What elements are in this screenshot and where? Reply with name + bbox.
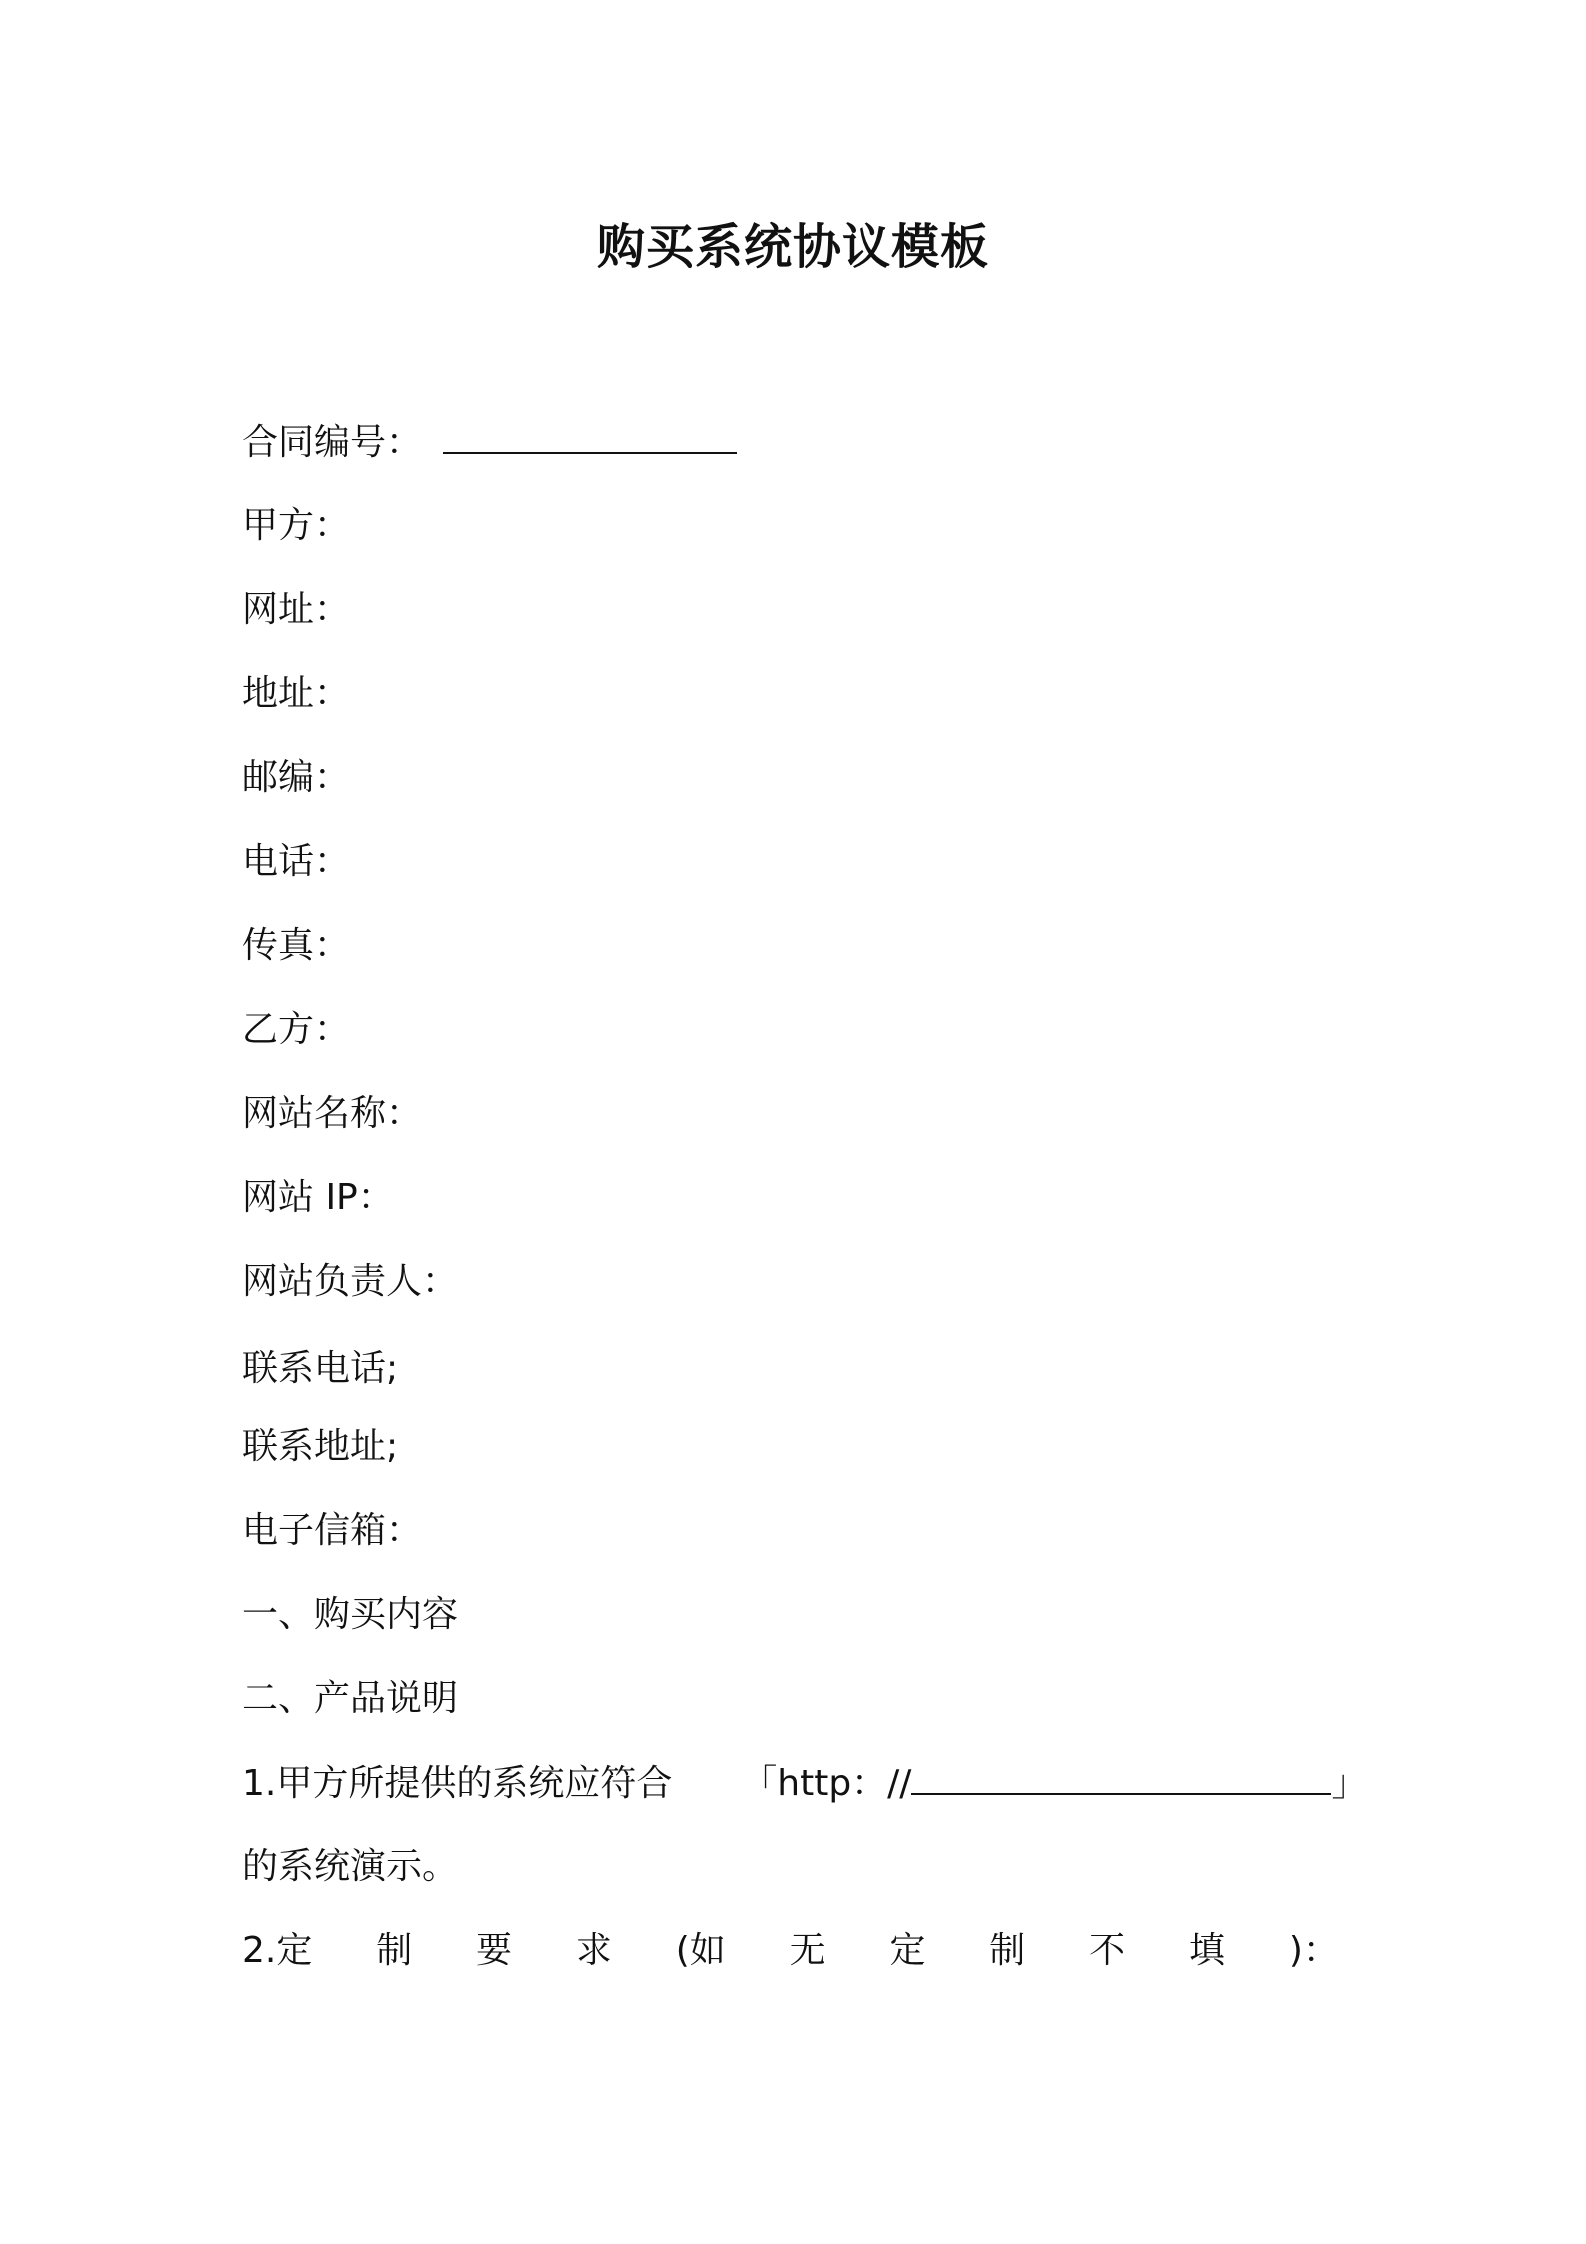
- field-party-b: 乙方：: [242, 1009, 351, 1050]
- field-party-a: 甲方：: [242, 505, 351, 546]
- section-purchase-content: 一、购买内容: [242, 1594, 459, 1635]
- contract-number-label: 合同编号：: [242, 422, 423, 463]
- field-site-name: 网站名称：: [242, 1093, 423, 1134]
- field-site-ip: 网站 IP：: [242, 1177, 394, 1218]
- field-postcode: 邮编：: [242, 757, 351, 798]
- item-2-part: 制: [989, 1930, 1026, 1971]
- item-2-part: 求: [575, 1930, 612, 1971]
- field-site-manager: 网站负责人：: [242, 1261, 459, 1302]
- field-website: 网址：: [242, 589, 351, 630]
- field-phone: 电话：: [242, 841, 351, 882]
- item-2-part: 定: [889, 1930, 926, 1971]
- item-2-part: 填: [1188, 1930, 1225, 1971]
- section-product-description: 二、产品说明: [242, 1678, 459, 1719]
- field-contact-phone: 联系电话;: [242, 1348, 399, 1389]
- field-fax: 传真：: [242, 925, 351, 966]
- item-1-continuation: 的系统演示。: [242, 1846, 459, 1887]
- item-2-part: 要: [476, 1930, 513, 1971]
- contract-number-blank[interactable]: [443, 418, 737, 454]
- contract-number-line: [242, 418, 737, 467]
- item-2-part: 2.定: [242, 1930, 313, 1971]
- field-contact-address: 联系地址;: [242, 1426, 399, 1467]
- item-1-url-blank[interactable]: [911, 1759, 1331, 1795]
- item-1-text: 1.甲方所提供的系统应符合: [242, 1763, 673, 1804]
- item-2-line: [242, 1927, 1339, 1975]
- item-1-url-end: 」: [1331, 1763, 1368, 1804]
- field-email: 电子信箱：: [242, 1510, 423, 1551]
- item-2-part: (如: [675, 1930, 726, 1971]
- item-2-part: )：: [1288, 1930, 1339, 1971]
- item-2-part: 无: [789, 1930, 826, 1971]
- field-address: 地址：: [242, 673, 351, 714]
- item-1-url-start: 「http：//: [741, 1763, 912, 1804]
- item-1-line: [242, 1759, 1368, 1808]
- item-2-part: 不: [1089, 1930, 1126, 1971]
- item-2-part: 制: [376, 1930, 413, 1971]
- document-title: 购买系统协议模板: [596, 219, 989, 275]
